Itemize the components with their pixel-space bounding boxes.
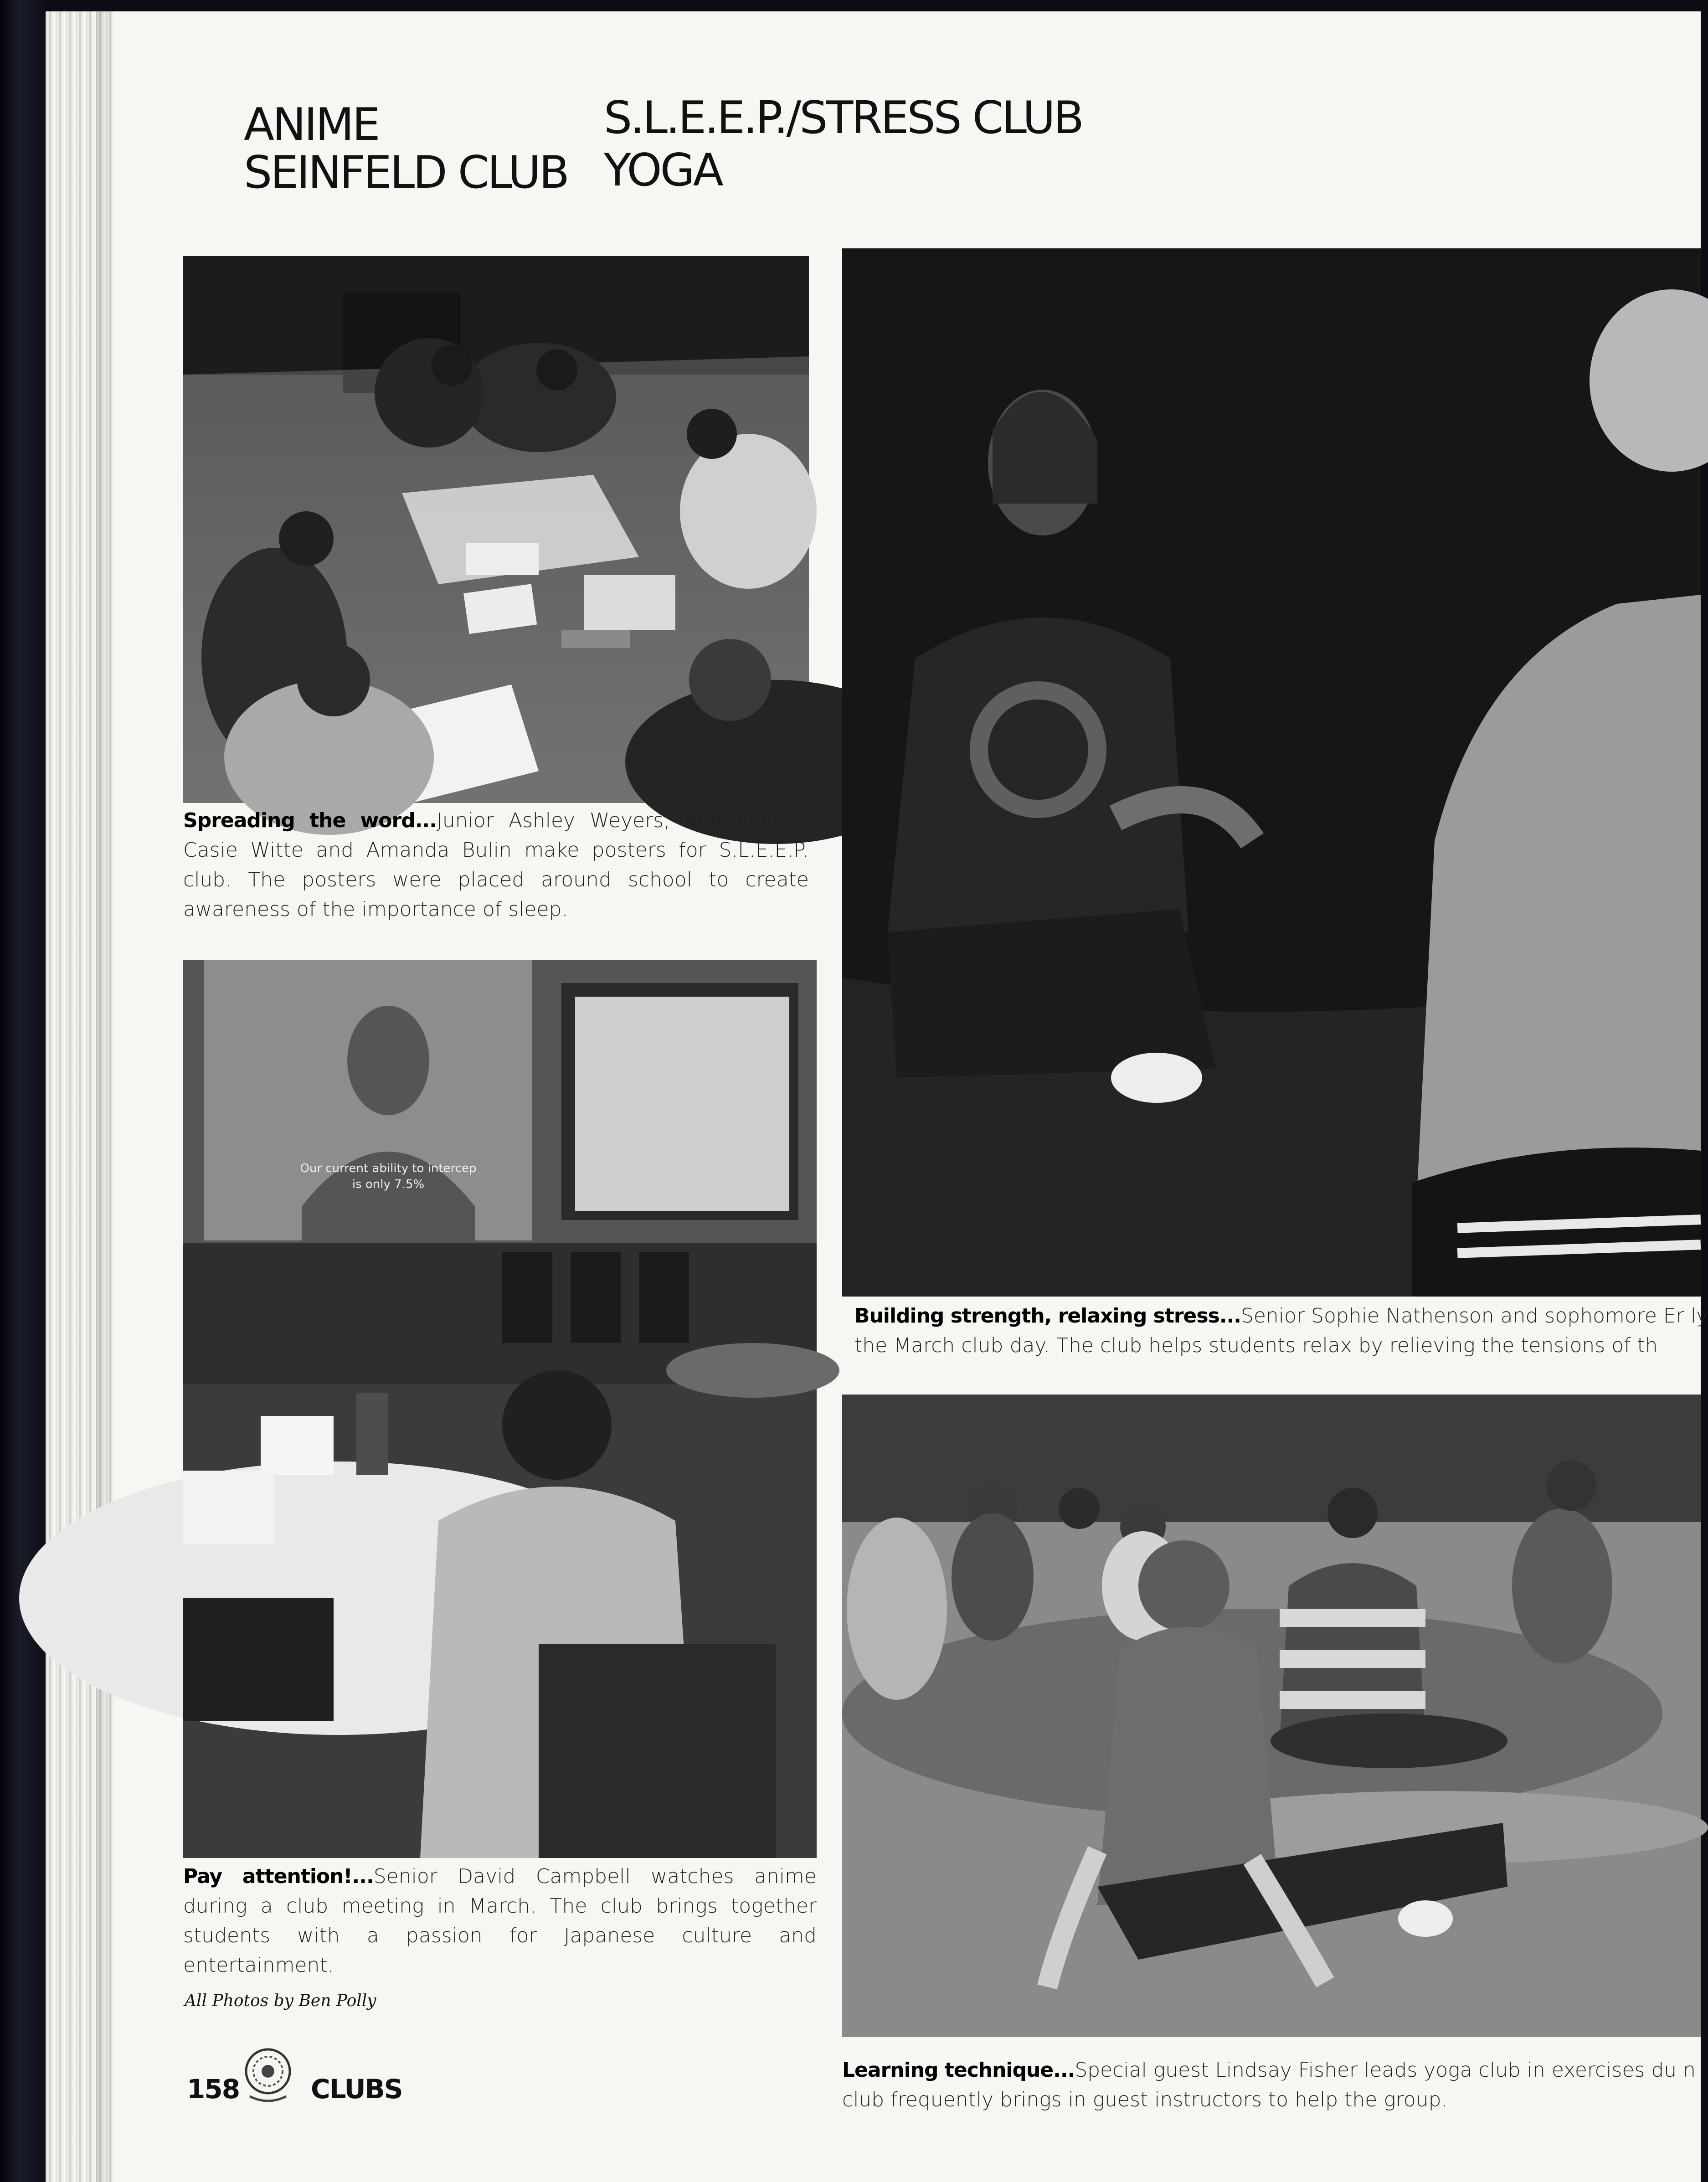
caption-body-line1: Special guest Lindsay Fisher leads yoga club in exercises du xyxy=(1075,2058,1677,2082)
projector-text-line2: is only 7.5% xyxy=(352,1178,425,1191)
caption-body-line1-tail: ly xyxy=(1690,1304,1708,1328)
section-label: CLUBS xyxy=(311,2074,402,2105)
caption-sleep-club xyxy=(183,806,809,924)
photo-yoga-group xyxy=(842,1395,1701,2037)
photo-yoga-pose xyxy=(842,248,1701,1297)
caption-lead: Building strength, relaxing stress... xyxy=(854,1304,1241,1328)
photo-poster-making xyxy=(183,256,809,803)
photo-credit: All Photos by Ben Polly xyxy=(185,1992,376,2010)
caption-yoga-strength xyxy=(854,1301,1708,1360)
caption-lead: Spreading the word... xyxy=(183,809,437,832)
caption-body-line1-tail: n xyxy=(1683,2058,1696,2082)
heading-anime: ANIME xyxy=(244,99,379,151)
caption-body-line2: the March club day. The club helps students relax by relieving the tensions of th xyxy=(854,1334,1658,1357)
caption-body-line2: club frequently brings in guest instructors to help the group. xyxy=(842,2088,1448,2111)
book-binding xyxy=(0,0,50,2182)
caption-yoga-technique xyxy=(842,2055,1701,2115)
page-edges xyxy=(46,11,114,2182)
page-number: 158 xyxy=(187,2074,240,2105)
heading-sleep-stress-club: S.L.E.E.P./STRESS CLUB xyxy=(604,92,1083,144)
heading-yoga: YOGA xyxy=(604,144,722,196)
caption-body: Senior David Campbell watches anime during a club meeting in March. The club brings together students with a passion for Japanese culture and entertainment. xyxy=(183,1865,817,1977)
projector-text-line1: Our current ability to intercep xyxy=(300,1162,477,1175)
clubs-emblem-icon xyxy=(241,2042,295,2105)
caption-body: Junior Ashley Weyers, and seniors Casie Witte and Amanda Bulin make posters for S.L.E.E.P. club. The posters were placed around school to create awareness of the importance of sleep. xyxy=(183,809,809,921)
caption-lead: Pay attention!... xyxy=(183,1865,374,1888)
caption-lead: Learning technique... xyxy=(842,2058,1075,2082)
caption-anime-club xyxy=(183,1862,817,1980)
photo-anime-viewing xyxy=(183,960,817,1858)
caption-body-line1: Senior Sophie Nathenson and sophomore Er xyxy=(1240,1304,1684,1328)
heading-seinfeld-club: SEINFELD CLUB xyxy=(244,147,568,199)
